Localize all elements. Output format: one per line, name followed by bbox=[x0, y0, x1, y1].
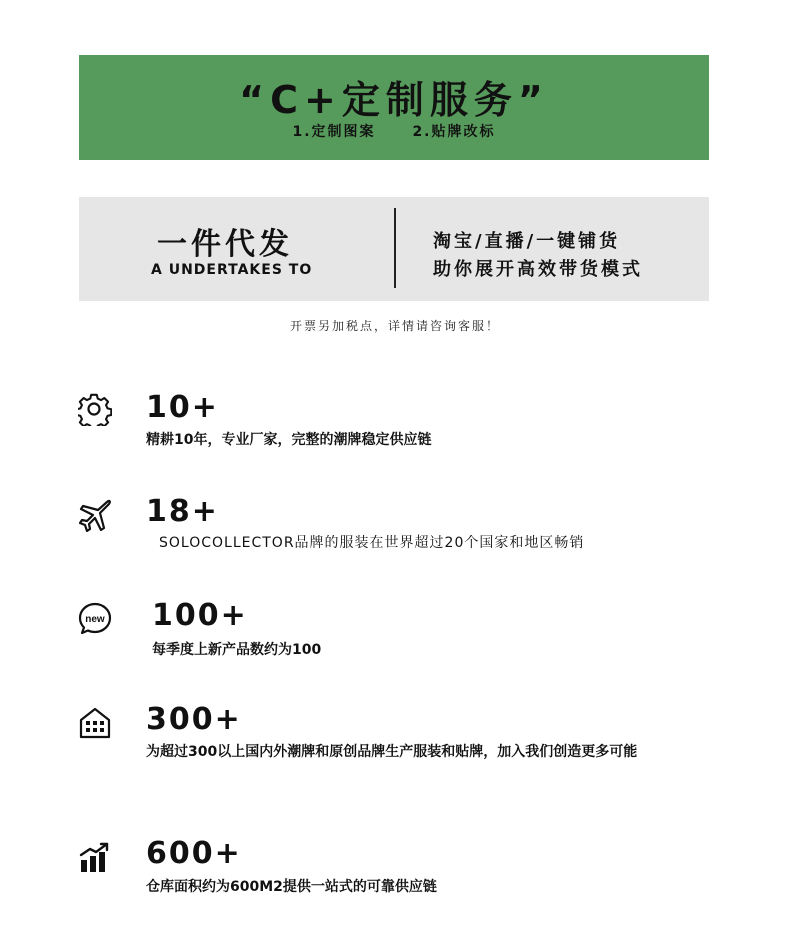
dropship-channels: 淘宝/直播/一键铺货 bbox=[433, 231, 621, 252]
divider bbox=[394, 208, 396, 288]
feature-number: 600+ bbox=[146, 836, 242, 871]
banner-title: “C+定制服务” bbox=[239, 78, 549, 122]
feature-number: 10+ bbox=[146, 390, 219, 425]
airplane-icon bbox=[78, 498, 112, 532]
custom-service-banner bbox=[79, 55, 709, 160]
invoice-note: 开票另加税点，详情请咨询客服！ bbox=[289, 319, 500, 333]
dropship-slogan: 助你展开高效带货模式 bbox=[433, 259, 643, 280]
feature-number: 100+ bbox=[152, 598, 248, 633]
gear-icon bbox=[78, 392, 112, 426]
dropship-panel bbox=[79, 197, 709, 301]
new-badge-icon bbox=[78, 602, 112, 636]
dropship-subtitle: A UNDERTAKES TO bbox=[151, 262, 313, 278]
new-badge-label: new bbox=[85, 614, 105, 625]
feature-description: SOLOCOLLECTOR品牌的服装在世界超过20个国家和地区畅销 bbox=[159, 535, 585, 551]
feature-number: 300+ bbox=[146, 702, 242, 737]
banner-item-oem-label: 2.贴牌改标 bbox=[412, 124, 496, 140]
banner-subtitle bbox=[79, 121, 709, 141]
banner-item-custom-pattern: 1.定制图案 bbox=[292, 124, 376, 140]
feature-description: 仓库面积约为600M2提供一站式的可靠供应链 bbox=[146, 879, 437, 895]
growth-chart-icon bbox=[78, 840, 112, 874]
dropship-title: 一件代发 bbox=[157, 227, 293, 262]
feature-description: 精耕10年，专业厂家，完整的潮牌稳定供应链 bbox=[146, 432, 432, 448]
feature-description: 每季度上新产品数约为100 bbox=[152, 642, 322, 658]
feature-number: 18+ bbox=[146, 494, 219, 529]
building-icon bbox=[78, 706, 112, 740]
feature-description: 为超过300以上国内外潮牌和原创品牌生产服装和贴牌，加入我们创造更多可能 bbox=[146, 744, 638, 760]
